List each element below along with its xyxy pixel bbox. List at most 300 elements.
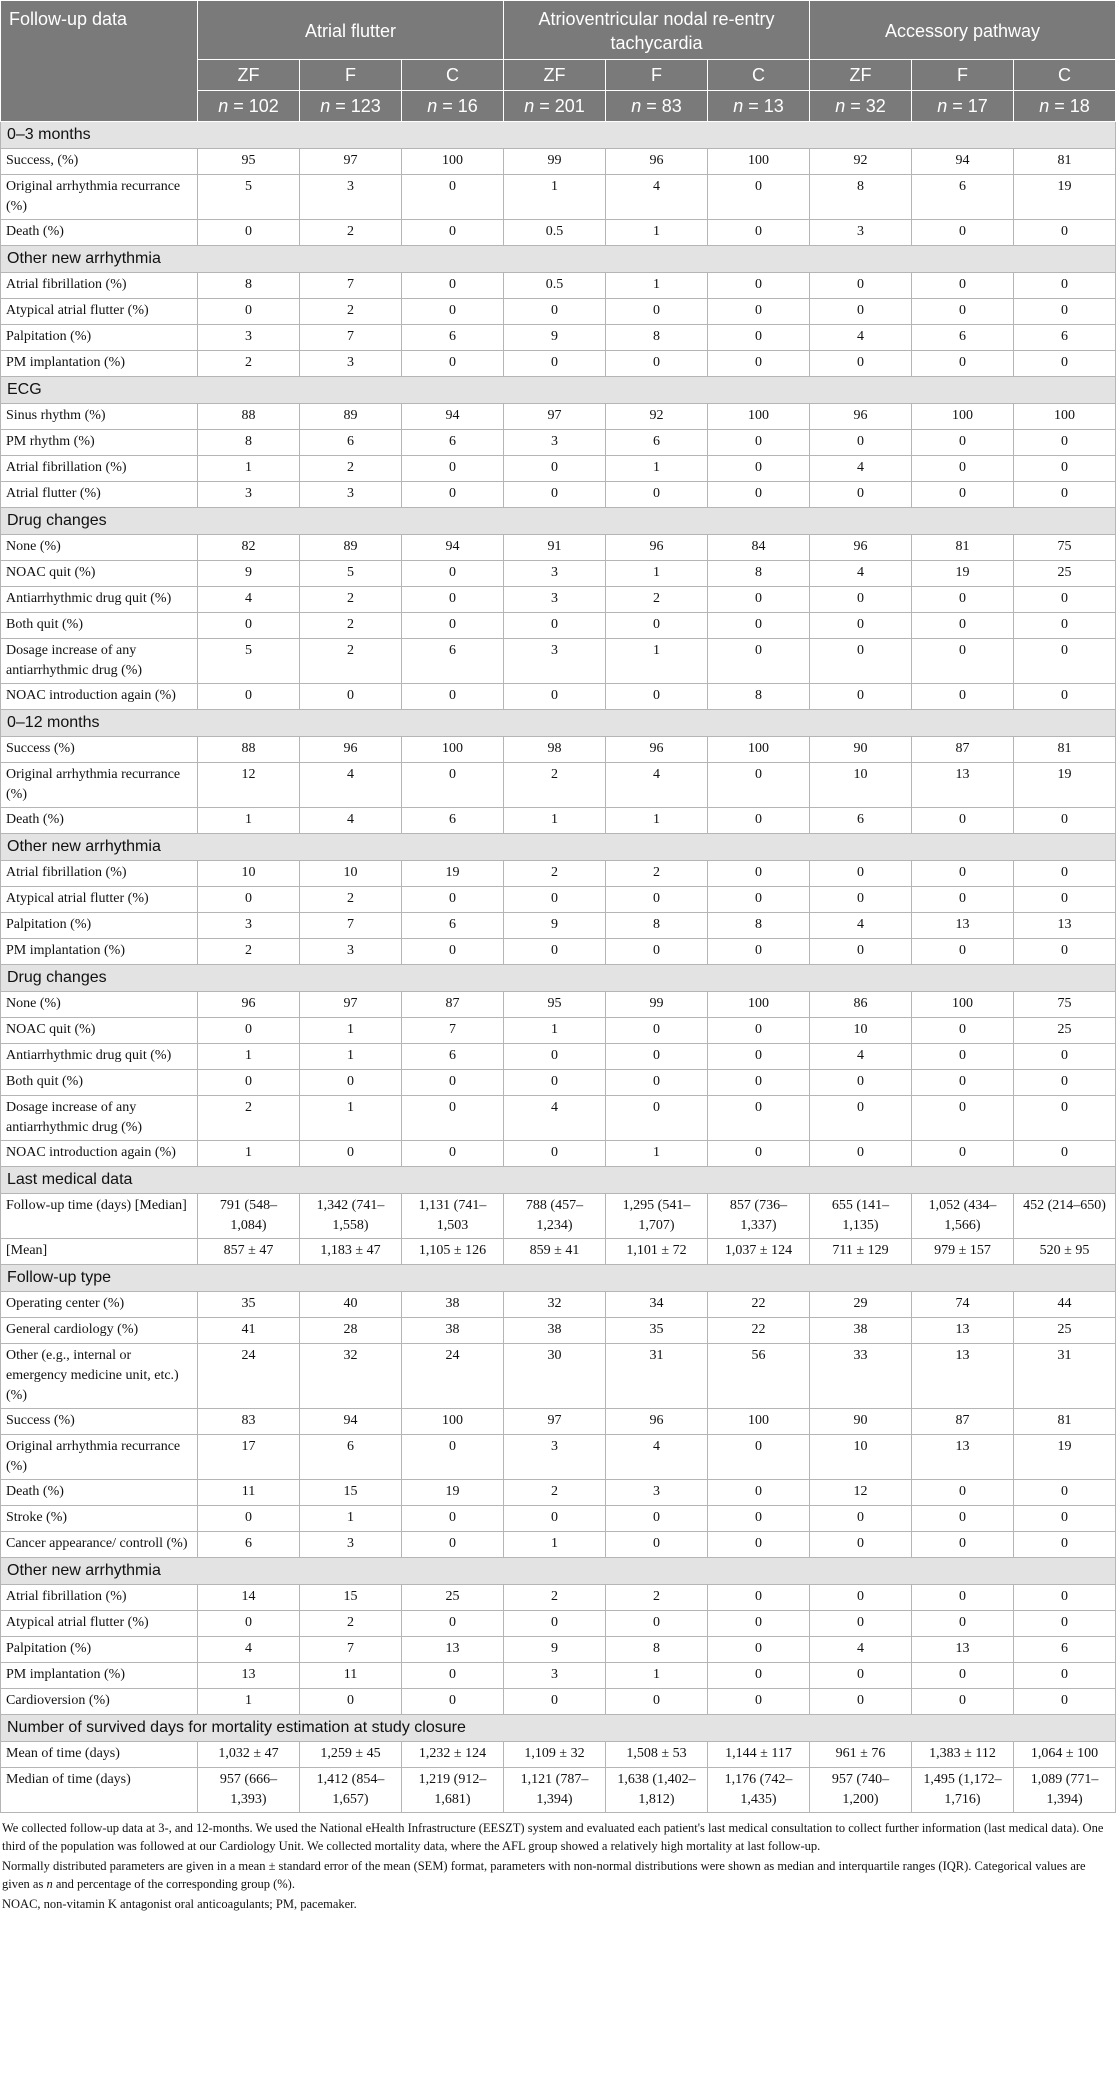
table-cell: 0 (402, 1532, 504, 1558)
table-cell: 4 (198, 587, 300, 613)
table-cell: 1,508 ± 53 (606, 1742, 708, 1768)
table-cell: 0 (402, 939, 504, 965)
row-label: Atrial flutter (%) (1, 482, 198, 508)
table-cell: 25 (402, 1585, 504, 1611)
n-value: = 18 (1054, 96, 1090, 116)
subgroup-code-7: F (912, 60, 1014, 91)
table-cell: 0 (912, 1663, 1014, 1689)
table-cell: 88 (198, 737, 300, 763)
table-row (1, 351, 1116, 377)
table-cell: 8 (810, 175, 912, 220)
table-cell: 0 (1014, 482, 1116, 508)
table-cell: 84 (708, 535, 810, 561)
table-cell: 38 (402, 1292, 504, 1318)
table-cell: 0 (1014, 456, 1116, 482)
table-cell: 0 (402, 1141, 504, 1167)
table-cell: 31 (606, 1344, 708, 1409)
table-cell: 0 (912, 861, 1014, 887)
table-cell: 0 (810, 861, 912, 887)
section-title: 0–12 months (1, 710, 1116, 737)
row-label: PM implantation (%) (1, 939, 198, 965)
table-cell: 2 (504, 1585, 606, 1611)
n-symbol: n (320, 96, 331, 116)
n-value: = 83 (646, 96, 682, 116)
table-cell: 13 (198, 1663, 300, 1689)
table-cell: 0 (708, 1663, 810, 1689)
table-cell: 0 (1014, 613, 1116, 639)
table-cell: 791 (548–1,084) (198, 1194, 300, 1239)
table-cell: 0 (504, 351, 606, 377)
table-cell: 0 (504, 684, 606, 710)
table-cell: 95 (504, 992, 606, 1018)
table-cell: 1 (300, 1044, 402, 1070)
table-cell: 0 (810, 613, 912, 639)
table-cell: 0 (606, 1044, 708, 1070)
table-cell: 6 (402, 639, 504, 684)
table-cell: 4 (810, 325, 912, 351)
table-cell: 1,032 ± 47 (198, 1742, 300, 1768)
n-symbol: n (427, 96, 438, 116)
sample-size-7 (912, 91, 1014, 122)
table-cell: 92 (606, 404, 708, 430)
table-cell: 38 (504, 1318, 606, 1344)
table-cell: 0 (402, 587, 504, 613)
table-cell: 6 (402, 808, 504, 834)
table-cell: 0 (504, 1044, 606, 1070)
table-row (1, 1096, 1116, 1141)
table-cell: 0 (1014, 939, 1116, 965)
table-row (1, 1409, 1116, 1435)
table-cell: 0 (1014, 299, 1116, 325)
n-value: = 16 (442, 96, 478, 116)
table-cell: 89 (300, 535, 402, 561)
table-cell: 3 (198, 325, 300, 351)
table-cell: 3 (504, 639, 606, 684)
table-cell: 12 (810, 1480, 912, 1506)
row-label: Original arrhythmia recurrance (%) (1, 175, 198, 220)
table-cell: 6 (1014, 1637, 1116, 1663)
table-cell: 0 (708, 587, 810, 613)
table-cell: 0 (198, 1018, 300, 1044)
table-cell: 0 (708, 1689, 810, 1715)
table-cell: 1,295 (541–1,707) (606, 1194, 708, 1239)
table-cell: 1 (606, 561, 708, 587)
table-cell: 0 (606, 1070, 708, 1096)
table-cell: 6 (1014, 325, 1116, 351)
table-cell: 1 (606, 273, 708, 299)
table-row (1, 404, 1116, 430)
table-cell: 1 (198, 1044, 300, 1070)
table-cell: 12 (198, 763, 300, 808)
table-row (1, 1585, 1116, 1611)
footnote-statistics-part1: Normally distributed parameters are given in a mean ± standard error of the mean (SEM) format, parameters with non-normal distributions were shown as median and interquartile ranges (IQR). Categorical values are given as (2, 1859, 1086, 1891)
table-row (1, 737, 1116, 763)
n-value: = 102 (233, 96, 279, 116)
row-label: Both quit (%) (1, 1070, 198, 1096)
table-cell: 1 (504, 1018, 606, 1044)
table-cell: 0 (198, 1611, 300, 1637)
table-cell: 0 (708, 808, 810, 834)
table-cell: 0 (912, 273, 1014, 299)
table-cell: 0 (1014, 887, 1116, 913)
table-row (1, 482, 1116, 508)
table-cell: 0 (1014, 430, 1116, 456)
table-cell: 2 (504, 1480, 606, 1506)
table-cell: 0 (810, 273, 912, 299)
table-cell: 2 (504, 861, 606, 887)
table-cell: 0 (912, 1141, 1014, 1167)
table-cell: 25 (1014, 1018, 1116, 1044)
table-row (1, 1611, 1116, 1637)
table-cell: 15 (300, 1480, 402, 1506)
table-cell: 44 (1014, 1292, 1116, 1318)
table-cell: 8 (606, 913, 708, 939)
row-label: Median of time (days) (1, 1768, 198, 1813)
table-cell: 1,144 ± 117 (708, 1742, 810, 1768)
subgroup-code-3: ZF (504, 60, 606, 91)
table-cell: 1 (300, 1018, 402, 1044)
table-cell: 1,037 ± 124 (708, 1239, 810, 1265)
table-cell: 94 (402, 535, 504, 561)
table-cell: 0 (912, 684, 1014, 710)
table-cell: 7 (300, 325, 402, 351)
table-cell: 28 (300, 1318, 402, 1344)
table-cell: 8 (198, 273, 300, 299)
row-label: Atypical atrial flutter (%) (1, 887, 198, 913)
row-label: Follow-up time (days) [Median] (1, 1194, 198, 1239)
table-cell: 0 (402, 299, 504, 325)
table-cell: 0 (402, 220, 504, 246)
table-cell: 13 (912, 913, 1014, 939)
table-cell: 82 (198, 535, 300, 561)
table-cell: 86 (810, 992, 912, 1018)
table-cell: 0 (810, 1070, 912, 1096)
table-cell: 0 (606, 684, 708, 710)
table-cell: 7 (300, 913, 402, 939)
subgroup-code-4: F (606, 60, 708, 91)
table-cell: 0 (504, 1070, 606, 1096)
table-row (1, 430, 1116, 456)
table-row (1, 1018, 1116, 1044)
table-cell: 0 (402, 763, 504, 808)
table-cell: 0 (912, 1070, 1014, 1096)
table-cell: 100 (912, 404, 1014, 430)
table-cell: 0 (912, 1096, 1014, 1141)
table-cell: 1,638 (1,402–1,812) (606, 1768, 708, 1813)
row-label: Dosage increase of any antiarrhythmic drug (%) (1, 1096, 198, 1141)
table-cell: 92 (810, 149, 912, 175)
table-cell: 0 (912, 1532, 1014, 1558)
table-cell: 0 (810, 351, 912, 377)
table-cell: 83 (198, 1409, 300, 1435)
table-cell: 2 (504, 763, 606, 808)
table-cell: 81 (1014, 737, 1116, 763)
table-cell: 0 (708, 325, 810, 351)
table-cell: 1 (606, 808, 708, 834)
table-cell: 32 (300, 1344, 402, 1409)
sample-size-6 (810, 91, 912, 122)
table-cell: 0 (912, 1506, 1014, 1532)
table-cell: 19 (1014, 1435, 1116, 1480)
table-row (1, 1292, 1116, 1318)
table-cell: 14 (198, 1585, 300, 1611)
table-cell: 9 (504, 913, 606, 939)
table-cell: 4 (300, 763, 402, 808)
table-cell: 0 (912, 939, 1014, 965)
table-cell: 100 (708, 149, 810, 175)
table-cell: 9 (504, 325, 606, 351)
table-cell: 0 (402, 1663, 504, 1689)
table-cell: 0 (912, 1018, 1014, 1044)
table-cell: 0 (708, 1070, 810, 1096)
n-symbol: n (524, 96, 535, 116)
row-label: Cardioversion (%) (1, 1689, 198, 1715)
table-cell: 0.5 (504, 273, 606, 299)
section-header-row (1, 246, 1116, 273)
table-cell: 0 (810, 587, 912, 613)
table-cell: 0 (708, 1611, 810, 1637)
table-cell: 0 (402, 273, 504, 299)
table-cell: 0 (1014, 1480, 1116, 1506)
table-cell: 1,101 ± 72 (606, 1239, 708, 1265)
table-cell: 0 (708, 1018, 810, 1044)
table-cell: 81 (1014, 149, 1116, 175)
table-cell: 56 (708, 1344, 810, 1409)
table-cell: 90 (810, 737, 912, 763)
table-cell: 3 (300, 1532, 402, 1558)
table-cell: 1,131 (741–1,503 (402, 1194, 504, 1239)
table-cell: 0 (1014, 1070, 1116, 1096)
table-row (1, 992, 1116, 1018)
sample-size-4 (606, 91, 708, 122)
section-title: Number of survived days for mortality estimation at study closure (1, 1715, 1116, 1742)
table-cell: 87 (402, 992, 504, 1018)
section-header-row (1, 1715, 1116, 1742)
section-title: Drug changes (1, 508, 1116, 535)
table-cell: 2 (300, 613, 402, 639)
row-label: None (%) (1, 535, 198, 561)
table-cell: 3 (504, 561, 606, 587)
table-cell: 857 (736–1,337) (708, 1194, 810, 1239)
table-cell: 33 (810, 1344, 912, 1409)
row-label: Atrial fibrillation (%) (1, 861, 198, 887)
table-cell: 0 (402, 482, 504, 508)
table-cell: 0 (912, 1689, 1014, 1715)
table-cell: 0 (606, 1611, 708, 1637)
table-cell: 0 (402, 1689, 504, 1715)
table-row (1, 887, 1116, 913)
row-label: Atypical atrial flutter (%) (1, 299, 198, 325)
table-cell: 0 (606, 1689, 708, 1715)
table-cell: 100 (402, 737, 504, 763)
table-cell: 35 (606, 1318, 708, 1344)
table-cell: 30 (504, 1344, 606, 1409)
row-label: None (%) (1, 992, 198, 1018)
table-cell: 97 (300, 992, 402, 1018)
table-cell: 711 ± 129 (810, 1239, 912, 1265)
table-cell: 0 (504, 482, 606, 508)
table-row (1, 299, 1116, 325)
table-cell: 5 (198, 639, 300, 684)
table-cell: 25 (1014, 561, 1116, 587)
table-cell: 1,495 (1,172–1,716) (912, 1768, 1014, 1813)
table-cell: 0 (708, 220, 810, 246)
table-cell: 0 (1014, 1506, 1116, 1532)
table-footnotes (0, 1813, 1116, 1913)
subgroup-code-2: C (402, 60, 504, 91)
group-header-accessory-pathway: Accessory pathway (810, 1, 1116, 60)
table-row (1, 273, 1116, 299)
table-cell: 25 (1014, 1318, 1116, 1344)
table-cell: 1,105 ± 126 (402, 1239, 504, 1265)
table-cell: 0 (708, 482, 810, 508)
row-label: [Mean] (1, 1239, 198, 1265)
table-cell: 0 (708, 299, 810, 325)
section-header-row (1, 508, 1116, 535)
row-label: Both quit (%) (1, 613, 198, 639)
table-row (1, 808, 1116, 834)
table-cell: 0 (708, 887, 810, 913)
table-cell: 94 (300, 1409, 402, 1435)
table-cell: 1 (504, 808, 606, 834)
table-cell: 3 (810, 220, 912, 246)
table-cell: 19 (1014, 763, 1116, 808)
row-label: Operating center (%) (1, 1292, 198, 1318)
table-cell: 22 (708, 1292, 810, 1318)
table-cell: 0 (402, 456, 504, 482)
row-label: Other (e.g., internal or emergency medicine unit, etc.) (%) (1, 1344, 198, 1409)
table-cell: 4 (606, 1435, 708, 1480)
n-symbol: n (937, 96, 948, 116)
table-cell: 13 (912, 1318, 1014, 1344)
row-label: Antiarrhythmic drug quit (%) (1, 1044, 198, 1070)
table-cell: 90 (810, 1409, 912, 1435)
table-cell: 0 (300, 1689, 402, 1715)
table-cell: 98 (504, 737, 606, 763)
table-cell: 0 (198, 220, 300, 246)
section-header-row (1, 965, 1116, 992)
table-cell: 96 (810, 404, 912, 430)
table-row (1, 149, 1116, 175)
table-cell: 0 (504, 887, 606, 913)
table-cell: 4 (198, 1637, 300, 1663)
table-cell: 6 (198, 1532, 300, 1558)
row-label: Antiarrhythmic drug quit (%) (1, 587, 198, 613)
table-row (1, 1344, 1116, 1409)
table-cell: 0 (810, 684, 912, 710)
table-cell: 22 (708, 1318, 810, 1344)
table-cell: 0 (402, 351, 504, 377)
table-cell: 1,383 ± 112 (912, 1742, 1014, 1768)
row-label: NOAC introduction again (%) (1, 1141, 198, 1167)
table-row (1, 325, 1116, 351)
table-cell: 0 (402, 887, 504, 913)
table-cell: 15 (300, 1585, 402, 1611)
table-cell: 0 (1014, 1663, 1116, 1689)
section-title: Last medical data (1, 1167, 1116, 1194)
table-cell: 100 (708, 737, 810, 763)
table-cell: 100 (1014, 404, 1116, 430)
table-cell: 2 (300, 456, 402, 482)
table-cell: 7 (300, 273, 402, 299)
table-cell: 859 ± 41 (504, 1239, 606, 1265)
row-label: Atrial fibrillation (%) (1, 456, 198, 482)
table-cell: 1 (606, 456, 708, 482)
table-row (1, 175, 1116, 220)
table-row (1, 1637, 1116, 1663)
table-cell: 0 (1014, 220, 1116, 246)
table-cell: 0 (912, 1585, 1014, 1611)
table-cell: 0 (402, 1611, 504, 1637)
table-cell: 29 (810, 1292, 912, 1318)
table-cell: 0 (1014, 1141, 1116, 1167)
row-label: NOAC quit (%) (1, 1018, 198, 1044)
table-cell: 100 (708, 1409, 810, 1435)
table-cell: 19 (402, 861, 504, 887)
table-header (1, 1, 1116, 122)
table-cell: 0 (912, 1480, 1014, 1506)
table-cell: 99 (606, 992, 708, 1018)
table-cell: 0 (198, 1506, 300, 1532)
table-cell: 0 (912, 613, 1014, 639)
table-cell: 6 (912, 175, 1014, 220)
table-cell: 0 (912, 887, 1014, 913)
table-cell: 4 (300, 808, 402, 834)
table-cell: 1 (300, 1096, 402, 1141)
table-cell: 0 (912, 639, 1014, 684)
table-cell: 0 (708, 175, 810, 220)
row-label: Success (%) (1, 1409, 198, 1435)
header-first-col: Follow-up data (1, 1, 198, 122)
table-cell: 96 (606, 535, 708, 561)
table-cell: 0 (402, 1096, 504, 1141)
section-title: Other new arrhythmia (1, 246, 1116, 273)
table-cell: 3 (300, 939, 402, 965)
n-symbol: n (218, 96, 229, 116)
table-cell: 0 (1014, 273, 1116, 299)
table-cell: 0 (606, 1532, 708, 1558)
table-cell: 0 (708, 430, 810, 456)
table-cell: 4 (606, 175, 708, 220)
section-header-row (1, 1265, 1116, 1292)
table-cell: 0 (1014, 639, 1116, 684)
table-cell: 0 (504, 456, 606, 482)
table-cell: 99 (504, 149, 606, 175)
table-cell: 0 (708, 939, 810, 965)
table-cell: 0 (402, 684, 504, 710)
footnote-abbreviations: NOAC, non-vitamin K antagonist oral anticoagulants; PM, pacemaker. (2, 1897, 357, 1911)
table-cell: 38 (810, 1318, 912, 1344)
table-cell: 0 (708, 613, 810, 639)
table-cell: 11 (300, 1663, 402, 1689)
sample-size-8 (1014, 91, 1116, 122)
table-cell: 1,176 (742–1,435) (708, 1768, 810, 1813)
table-cell: 1,052 (434–1,566) (912, 1194, 1014, 1239)
table-row (1, 1532, 1116, 1558)
table-row (1, 1141, 1116, 1167)
table-cell: 0 (198, 299, 300, 325)
table-cell: 17 (198, 1435, 300, 1480)
group-header-avnrt: Atrioventricular nodal re-entry tachycardia (504, 1, 810, 60)
table-row (1, 1480, 1116, 1506)
table-cell: 0 (402, 613, 504, 639)
section-title: Drug changes (1, 965, 1116, 992)
table-cell: 0 (708, 273, 810, 299)
table-row (1, 587, 1116, 613)
table-cell: 13 (1014, 913, 1116, 939)
row-label: Atrial fibrillation (%) (1, 1585, 198, 1611)
table-row (1, 639, 1116, 684)
